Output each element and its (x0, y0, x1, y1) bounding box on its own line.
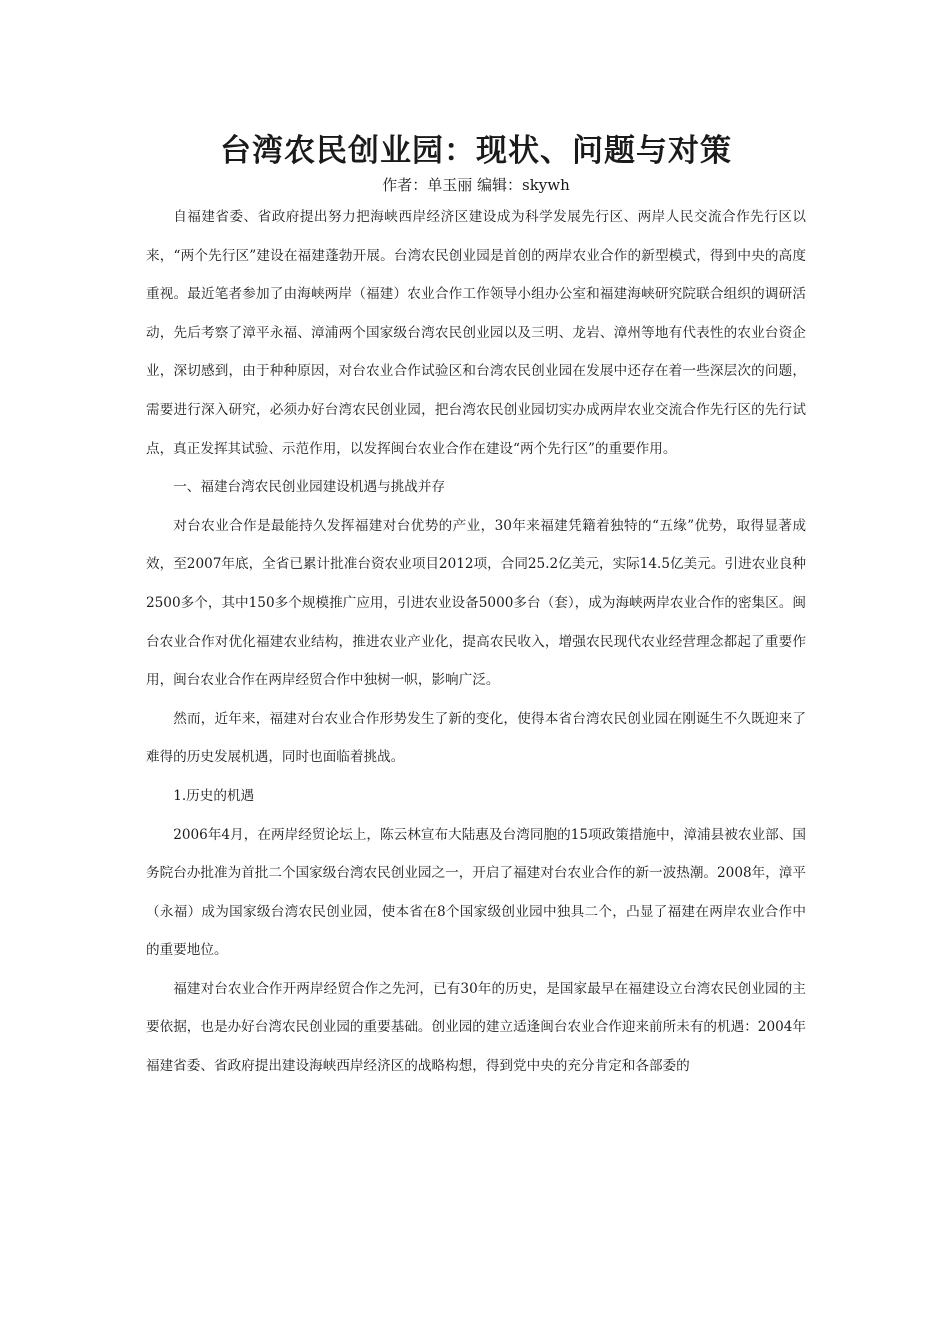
section-heading-1: 一、福建台湾农民创业园建设机遇与挑战并存 (173, 479, 446, 496)
paragraph-new-changes: 然而，近年来，福建对台农业合作形势发生了新的变化，使得本省台湾农民创业园在刚诞生不久既迎来了难得的历史发展机遇，同时也面临着挑战。 (146, 710, 806, 766)
paragraph-history-basis: 福建对台农业合作开两岸经贸合作之先河，已有30年的历史，是国家最早在福建设立台湾农民创业园的主要依据，也是办好台湾农民创业园的重要基础。创业园的建立适逢闽台农业合作迎来前所未有的机遇：2004年福建省委、省政府提出建设海峡西岸经济区的战略构想，得到党中央的充分肯定和各部委的 (146, 980, 806, 1075)
paragraph-cooperation-stats: 对台农业合作是最能持久发挥福建对台优势的产业，30年来福建凭籍着独特的“五缘”优势，取得显著成效，至2007年底，全省已累计批准台资农业项目2012项，合同25.2亿美元，实际14.5亿美元。引进农业良种2500多个，其中150多个规模推广应用，引进农业设备5000多台（套），成为海峡两岸农业合作的密集区。闽台农业合作对优化福建农业结构，推进农业产业化，提高农民收入，增强农民现代农业经营理念都起了重要作用，闽台农业合作在两岸经贸合作中独树一帜，影响广泛。 (146, 517, 806, 689)
paragraph-intro: 自福建省委、省政府提出努力把海峡西岸经济区建设成为科学发展先行区、两岸人民交流合作先行区以来，“两个先行区”建设在福建蓬勃开展。台湾农民创业园是首创的两岸农业合作的新型模式，得到中央的高度重视。最近笔者参加了由海峡两岸（福建）农业合作工作领导小组办公室和福建海峡研究院联合组织的调研活动，先后考察了漳平永福、漳浦两个国家级台湾农民创业园以及三明、龙岩、漳州等地有代表性的农业台资企业，深切感到，由于种种原因，对台农业合作试验区和台湾农民创业园在发展中还存在着一些深层次的问题，需要进行深入研究，必须办好台湾农民创业园，把台湾农民创业园切实办成两岸农业交流合作先行区的先行试点，真正发挥其试验、示范作用，以发挥闽台农业合作在建设“两个先行区”的重要作用。 (146, 209, 806, 457)
subsection-heading-1-1: 1.历史的机遇 (173, 787, 255, 804)
document-page (146, 128, 806, 1086)
paragraph-2006-forum: 2006年4月，在两岸经贸论坛上，陈云林宣布大陆惠及台湾同胞的15项政策措施中，漳浦县被农业部、国务院台办批准为首批二个国家级台湾农民创业园之一，开启了福建对台农业合作的新一波热潮。2008年，漳平（永福）成为国家级台湾农民创业园，使本省在8个国家级创业园中独具二个，凸显了福建在两岸农业合作中的重要地位。 (146, 826, 806, 959)
article-title: 台湾农民创业园：现状、问题与对策 (220, 133, 732, 169)
article-byline: 作者：单玉丽 编辑：skywh (382, 176, 570, 194)
